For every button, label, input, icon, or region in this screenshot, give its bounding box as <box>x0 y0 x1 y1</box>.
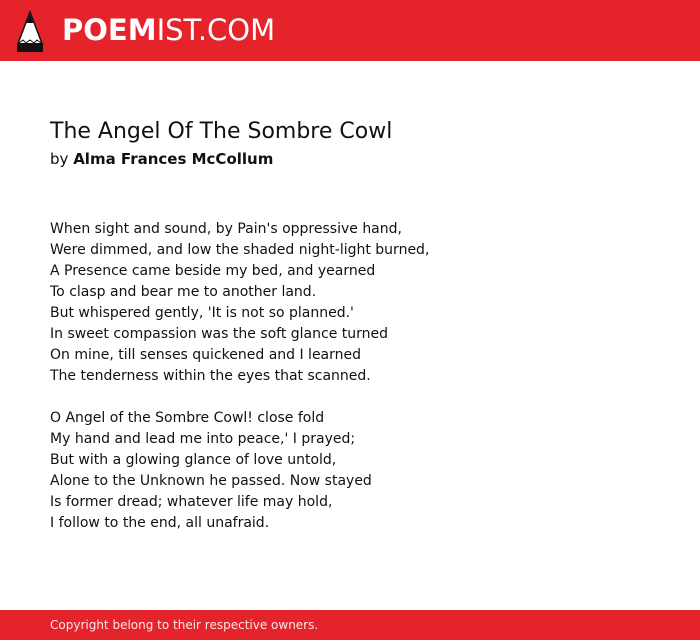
poem-line: To clasp and bear me to another land. <box>50 284 317 300</box>
poem-line: Alone to the Unknown he passed. Now stayed <box>50 473 372 489</box>
copyright-notice: Copyright belong to their respective owners. <box>50 618 319 632</box>
stanza <box>50 408 670 534</box>
poem-line: When sight and sound, by Pain's oppressive hand, <box>50 221 402 237</box>
poem-content <box>50 117 670 555</box>
poem-line: But with a glowing glance of love untold, <box>50 452 337 468</box>
stanza <box>50 219 670 387</box>
poem-line: On mine, till senses quickened and I learned <box>50 347 362 363</box>
poem-line: Is former dread; whatever life may hold, <box>50 494 333 510</box>
logo-text <box>62 13 276 47</box>
pencil-tip-icon <box>17 10 43 52</box>
logo-text-light: IST.COM <box>156 13 276 47</box>
poem-line: O Angel of the Sombre Cowl! close fold <box>50 410 325 426</box>
poem-line: A Presence came beside my bed, and yearned <box>50 263 376 279</box>
poem-line: I follow to the end, all unafraid. <box>50 515 270 531</box>
byline <box>50 149 670 169</box>
poem-body <box>50 219 670 534</box>
by-prefix: by <box>50 150 69 168</box>
poem-line: Were dimmed, and low the shaded night-light burned, <box>50 242 430 258</box>
poem-line: The tenderness within the eyes that scanned. <box>50 368 371 384</box>
site-header <box>0 0 700 61</box>
poem-title: The Angel Of The Sombre Cowl <box>50 119 393 144</box>
poem-line: But whispered gently, 'It is not so planned.' <box>50 305 354 321</box>
site-logo-link[interactable] <box>0 10 275 52</box>
poem-line: My hand and lead me into peace,' I prayed; <box>50 431 356 447</box>
site-footer <box>0 610 700 640</box>
author-link[interactable]: Alma Frances McCollum <box>73 150 274 168</box>
poem-line: In sweet compassion was the soft glance turned <box>50 326 389 342</box>
logo-text-bold: POEM <box>62 13 157 47</box>
